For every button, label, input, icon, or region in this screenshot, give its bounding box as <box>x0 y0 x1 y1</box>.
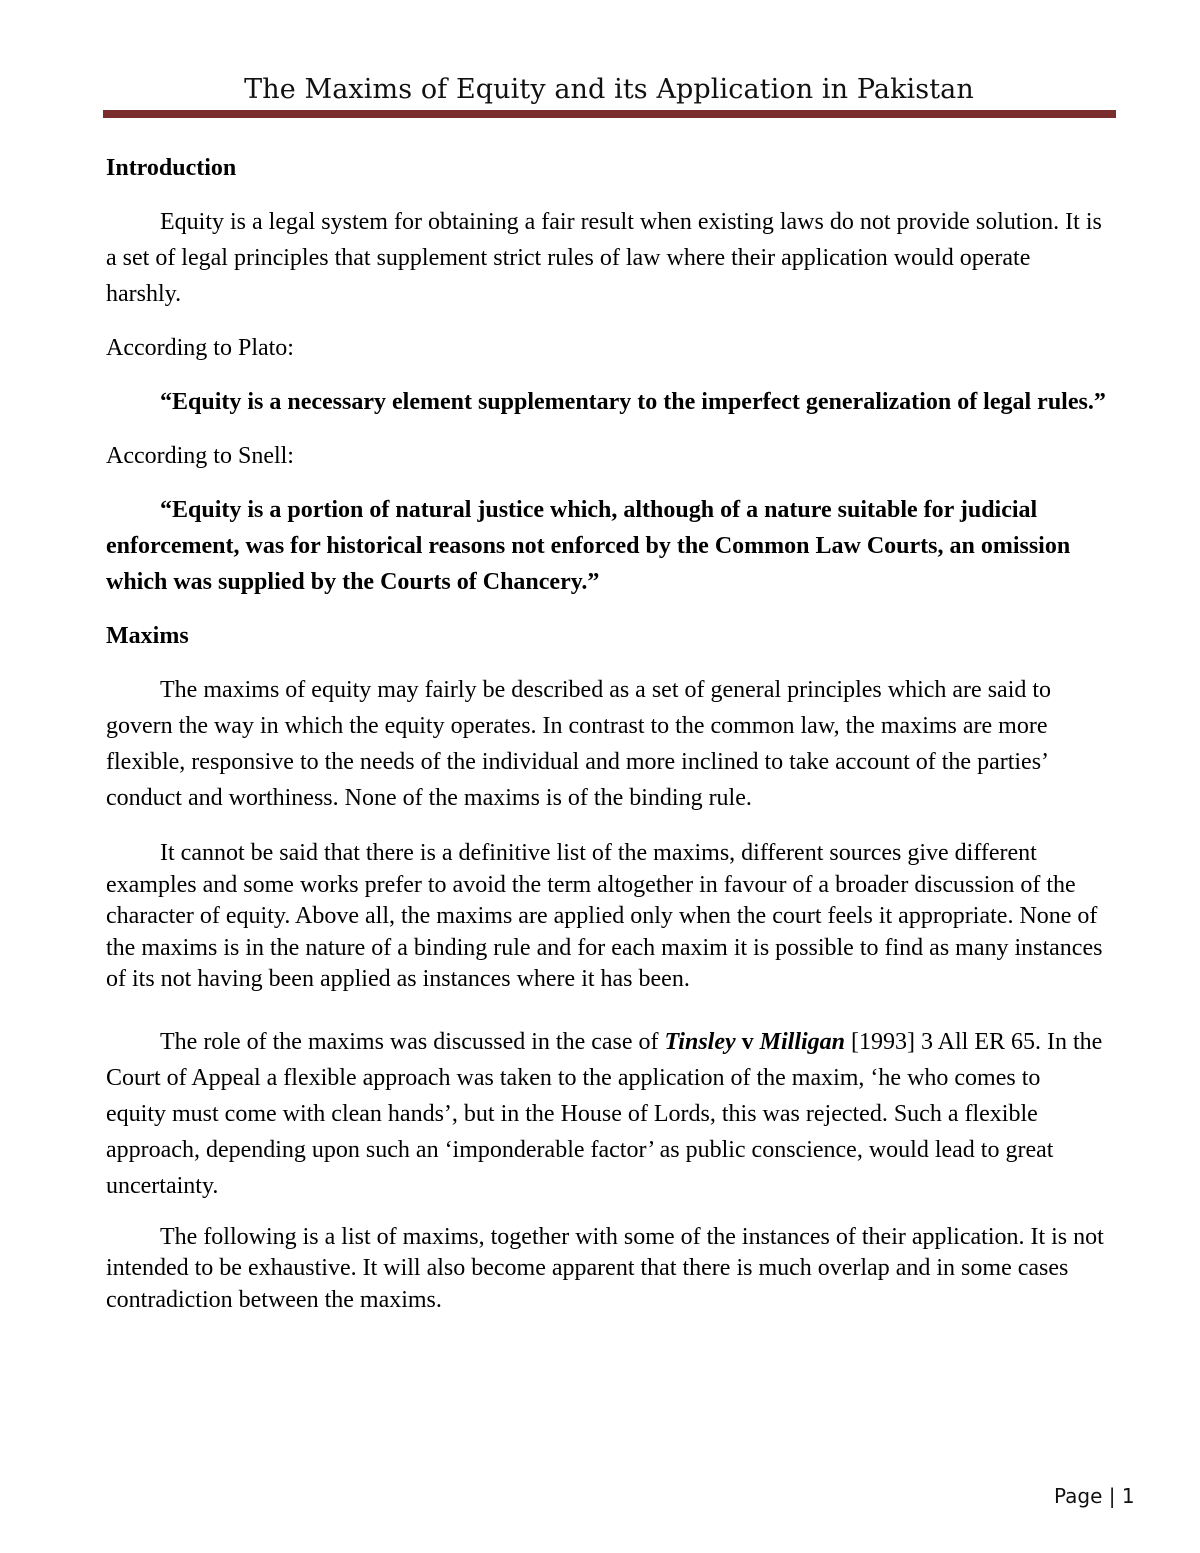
case-name-tinsley: Tinsley <box>664 1028 736 1055</box>
maxims-paragraph-1: The maxims of equity may fairly be described as a set of general principles which are said to govern the way in which the equity operates. In contrast to the common law, the maxims are more flexible, responsive to the needs of the individual and more inclined to take account of the parties’ conduct and worthiness. None of the maxims is of the binding rule. <box>106 677 1052 811</box>
maxims-paragraph-3 <box>106 1024 1106 1204</box>
maxims-paragraph-4: The following is a list of maxims, together with some of the instances of their application. It is not intended to be exhaustive. It will also become apparent that there is much overlap and in some cases contradiction between the maxims. <box>106 1223 1104 1313</box>
document-title: The Maxims of Equity and its Application in Pakistan <box>244 74 974 105</box>
introduction-paragraph: Equity is a legal system for obtaining a fair result when existing laws do not provide solution. It is a set of legal principles that supplement strict rules of law where their application would operate harshly. <box>106 209 1102 307</box>
document-body <box>106 150 1106 1316</box>
page-number: Page | 1 <box>1054 1484 1135 1508</box>
snell-label: According to Snell: <box>106 443 294 469</box>
maxims-heading: Maxims <box>106 623 189 649</box>
header-divider <box>103 110 1116 118</box>
maxims-paragraph-2: It cannot be said that there is a definitive list of the maxims, different sources give different examples and some works prefer to avoid the term altogether in favour of a broader discussion of the character of equity. Above all, the maxims are applied only when the court feels it appropriate. None of the maxims is in the nature of a binding rule and for each maxim it is possible to find as many instances of its not having been applied as instances where it has been. <box>106 840 1103 992</box>
paragraph-text: [1993] 3 All ER 65. In the Court of Appeal a flexible approach was taken to the application of the maxim, ‘he who comes to equity must come with clean hands’, but in the House of Lords, this was rejected. Such a flexible approach, depending upon such an ‘imponderable factor’ as public conscience, would lead to great uncertainty. <box>106 1028 1103 1199</box>
snell-quote: “Equity is a portion of natural justice which, although of a nature suitable for judicial enforcement, was for historical reasons not enforced by the Common Law Courts, an omission which was supplied by the Courts of Chancery.” <box>106 497 1071 595</box>
case-name-milligan: Milligan <box>759 1028 845 1055</box>
case-versus: v <box>735 1028 760 1055</box>
introduction-heading: Introduction <box>106 155 237 181</box>
plato-quote: “Equity is a necessary element supplementary to the imperfect generalization of legal rules.” <box>160 389 1106 415</box>
plato-label: According to Plato: <box>106 335 294 361</box>
paragraph-text: The role of the maxims was discussed in the case of <box>160 1028 665 1055</box>
